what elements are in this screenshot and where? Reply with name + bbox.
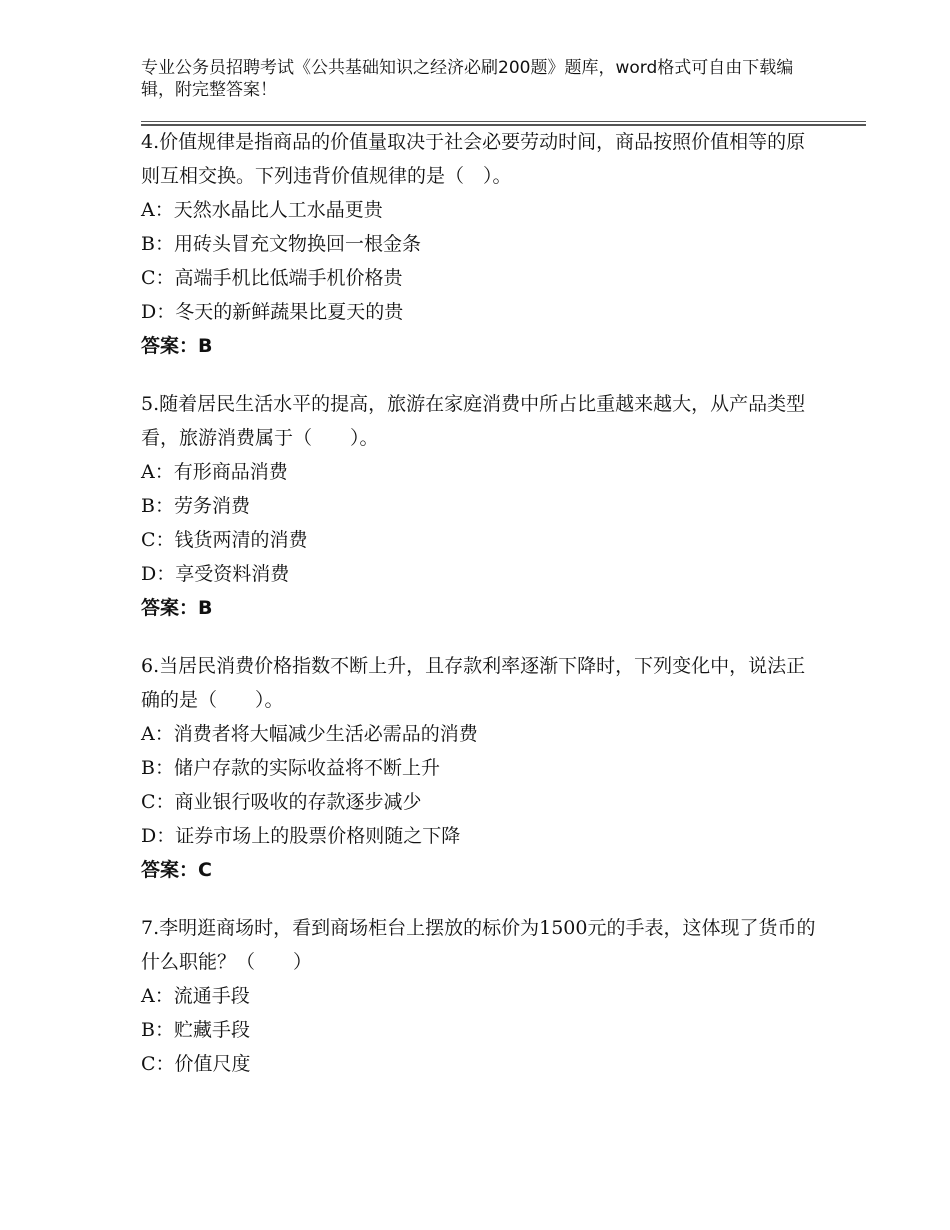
question-4 [141,125,821,363]
option-c: C：商业银行吸收的存款逐步减少 [141,791,422,813]
option-a: A：流通手段 [141,985,250,1007]
document-header-note: 专业公务员招聘考试《公共基础知识之经济必刷200题》题库，word格式可自由下载编辑，附完整答案！ [141,58,794,100]
header-divider-thin [141,121,866,122]
question-list [141,125,821,1105]
option-c: C：高端手机比低端手机价格贵 [141,267,403,289]
answer-line: 答案：B [141,335,213,357]
option-b: B：劳务消费 [141,495,250,517]
option-d: D：冬天的新鲜蔬果比夏天的贵 [141,301,404,323]
question-stem: 7.李明逛商场时，看到商场柜台上摆放的标价为1500元的手表，这体现了货币的什么职能？（ ） [141,917,816,973]
option-a: A：天然水晶比人工水晶更贵 [141,199,383,221]
option-c: C：价值尺度 [141,1053,251,1075]
question-stem: 4.价值规律是指商品的价值量取决于社会必要劳动时间，商品按照价值相等的原则互相交换。下列违背价值规律的是（ ）。 [141,131,806,187]
option-a: A：有形商品消费 [141,461,288,483]
option-b: B：用砖头冒充文物换回一根金条 [141,233,421,255]
option-d: D：证券市场上的股票价格则随之下降 [141,825,461,847]
option-b: B：储户存款的实际收益将不断上升 [141,757,440,779]
question-stem: 6.当居民消费价格指数不断上升，且存款利率逐渐下降时，下列变化中，说法正确的是（ ）。 [141,655,806,711]
option-a: A：消费者将大幅减少生活必需品的消费 [141,723,478,745]
question-6 [141,649,821,887]
question-stem: 5.随着居民生活水平的提高，旅游在家庭消费中所占比重越来越大，从产品类型看，旅游消费属于（ ）。 [141,393,806,449]
option-d: D：享受资料消费 [141,563,290,585]
question-5 [141,387,821,625]
option-c: C：钱货两清的消费 [141,529,308,551]
option-b: B：贮藏手段 [141,1019,250,1041]
question-7 [141,911,821,1081]
answer-line: 答案：B [141,597,213,619]
answer-line: 答案：C [141,859,212,881]
